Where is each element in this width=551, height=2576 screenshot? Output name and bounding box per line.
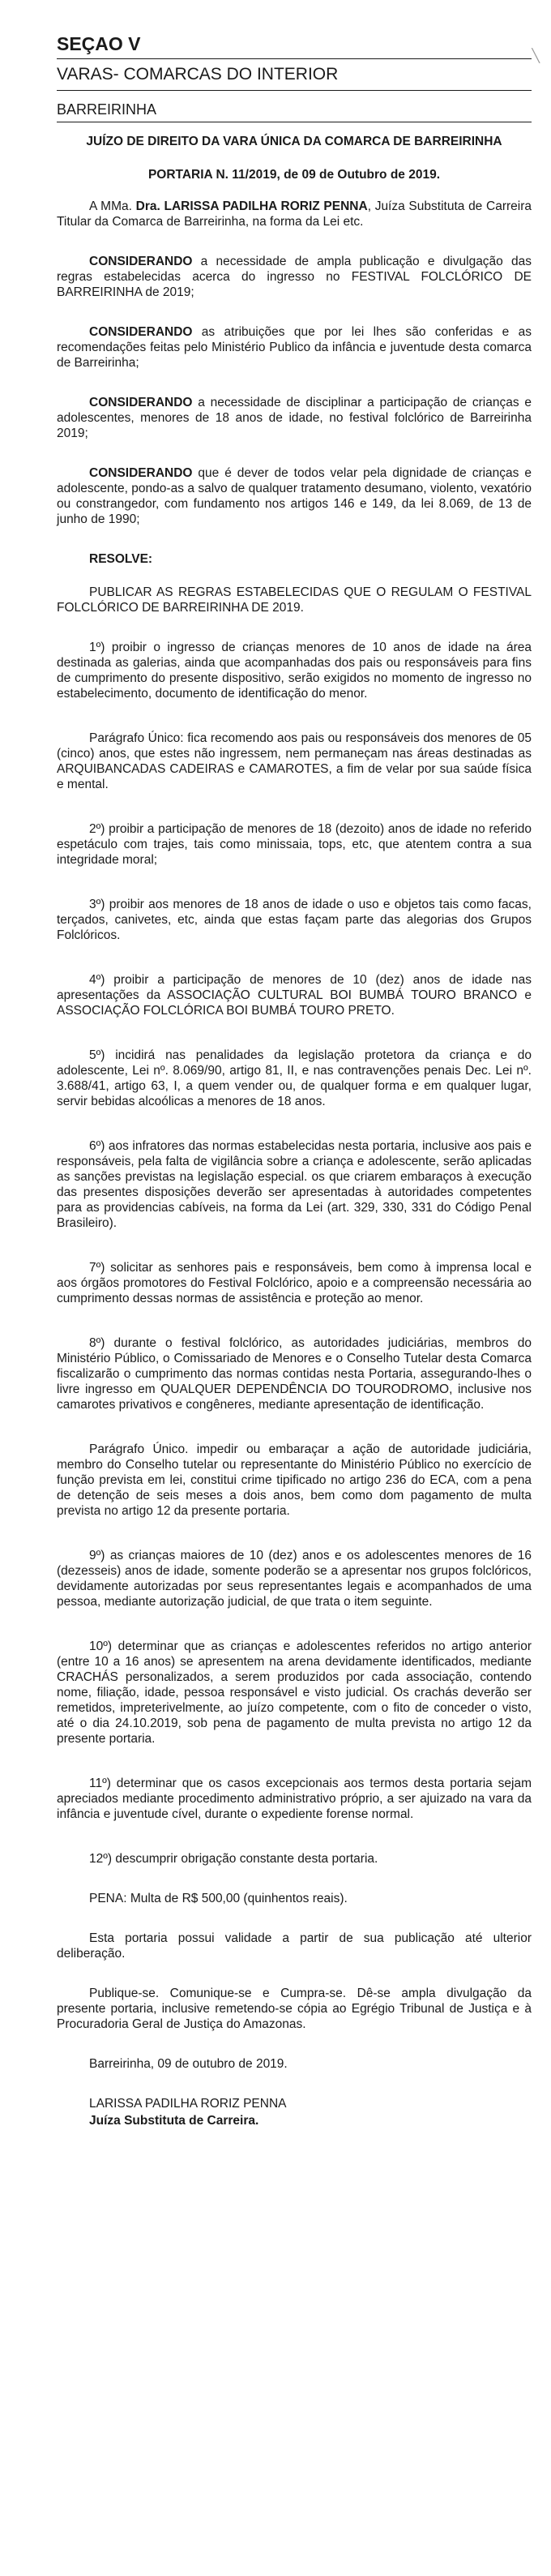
- subsection-title: VARAS- COMARCAS DO INTERIOR: [57, 64, 532, 91]
- intro-paragraph: [57, 199, 532, 229]
- city-heading: BARREIRINHA: [57, 101, 532, 122]
- penalty-paragraph: PENA: Multa de R$ 500,00 (quinhentos reais).: [89, 1892, 348, 1905]
- considerando-paragraph: [57, 324, 532, 371]
- considerando-lead: CONSIDERANDO: [89, 255, 193, 268]
- considerando-paragraph: [57, 254, 532, 300]
- place-date: Barreirinha, 09 de outubro de 2019.: [89, 2057, 288, 2071]
- considerando-lead: CONSIDERANDO: [89, 466, 193, 480]
- portaria-title: PORTARIA N. 11/2019, de 09 de Outubro de 2019.: [147, 168, 441, 182]
- section-title: SEÇAO V: [57, 32, 532, 59]
- article-paragraph: 2º) proibir a participação de menores de 18 (dezoito) anos de idade no referido espetáculo com trajes, tais como minissaia, tops, etc, que atentem contra a sua integridade moral;: [57, 822, 532, 867]
- article-paragraph: 12º) descumprir obrigação constante desta portaria.: [89, 1852, 378, 1866]
- article-paragraph: 9º) as crianças maiores de 10 (dez) anos e os adolescentes menores de 16 (dezesseis) anos de idade, somente poderão se a apresentar nos grupos folclóricos, devidamente autorizadas por seus representantes legais e acompanhados de uma pessoa, mediante autorização judicial, de que trata o item seguinte.: [57, 1549, 532, 1609]
- validity-paragraph: Esta portaria possui validade a partir de sua publicação até ulterior deliberação.: [57, 1931, 532, 1961]
- signature-block: [57, 2096, 532, 2128]
- considerando-paragraph: [57, 395, 532, 441]
- article-paragraph: Parágrafo Único. impedir ou embaraçar a ação de autoridade judiciária, membro do Conselho tutelar ou representante do Ministério Público no exercício de função prevista em lei, constitui crime tipificado no artigo 236 do ECA, com a pena de detenção de seis meses a dois anos, bem como dom pagamento de multa prevista no artigo 12 da presente portaria.: [57, 1442, 532, 1518]
- fold-mark-icon: ╲: [532, 49, 540, 63]
- judge-name: Dra. LARISSA PADILHA RORIZ PENNA: [135, 199, 368, 213]
- article-paragraph: 4º) proibir a participação de menores de 10 (dez) anos de idade nas apresentações da ASSOCIAÇÃO CULTURAL BOI BUMBÁ TOURO BRANCO e ASSOCIAÇÃO FOLCLÓRICA BOI BUMBÁ TOURO PRETO.: [57, 973, 532, 1018]
- article-paragraph: 5º) incidirá nas penalidades da legislação protetora da criança e do adolescente, Lei nº. 8.069/90, artigo 81, II, e nas contravenções penais Dec. Lei nº. 3.688/41, artigo 63, I, a quem vender ou, de qualquer forma e em qualquer lugar, servir bebidas alcoólicas a menores de 18 anos.: [57, 1048, 532, 1108]
- publish-paragraph: PUBLICAR AS REGRAS ESTABELECIDAS QUE O REGULAM O FESTIVAL FOLCLÓRICO DE BARREIRINHA DE 2019.: [57, 585, 532, 615]
- article-paragraph: 10º) determinar que as crianças e adolescentes referidos no artigo anterior (entre 10 a 16 anos) se apresentem na arena devidamente identificados, mediante CRACHÁS personalizados, a serem produzidos por cada associação, contendo nome, filiação, idade, pessoa responsável e visto judicial. Os crachás deverão ser remetidos, impreterivelmente, ao juízo competente, com o fito de conceder o visto, até o dia 24.10.2019, sob pena de pagamento de multa prevista no artigo 12 da presente portaria.: [57, 1639, 532, 1746]
- article-paragraph: 1º) proibir o ingresso de crianças menores de 10 anos de idade na área destinada as galerias, ainda que acompanhadas dos pais ou responsáveis para fins de cumprimento do presente dispositivo, serão exigidos no momento de ingresso no estabelecimento, documento de identificação do menor.: [57, 641, 532, 701]
- publication-paragraph: Publique-se. Comunique-se e Cumpra-se. Dê-se ampla divulgação da presente portaria, inclusive remetendo-se cópia ao Egrégio Tribunal de Justiça e à Procuradoria Geral de Justiça do Amazonas.: [57, 1987, 532, 2031]
- signatory-name: LARISSA PADILHA RORIZ PENNA: [89, 2097, 287, 2111]
- article-paragraph: 8º) durante o festival folclórico, as autoridades judiciárias, membros do Ministério Público, o Comissariado de Menores e o Conselho Tutelar desta Comarca fiscalizarão o cumprimento das normas contidas nesta Portaria, assegurando-lhes o livre ingresso em QUALQUER DEPENDÊNCIA DO TOURODROMO, inclusive nos camarotes privativos e congêneres, mediante apresentação de identificação.: [57, 1336, 532, 1412]
- considerando-lead: CONSIDERANDO: [89, 325, 193, 339]
- considerando-lead: CONSIDERANDO: [89, 396, 193, 409]
- signatory-role: Juíza Substituta de Carreira.: [89, 2114, 259, 2128]
- considerando-text: a necessidade de ampla publicação e divulgação das regras estabelecidas acerca do ingresso no FESTIVAL FOLCLÓRICO DE BARREIRINHA de 2019;: [57, 255, 532, 299]
- considerando-paragraph: [57, 465, 532, 527]
- resolve-heading: RESOLVE:: [89, 552, 153, 566]
- considerando-text: que é dever de todos velar pela dignidade de crianças e adolescente, pondo-as a salvo de qualquer tratamento desumano, violento, vexatório ou constrangedor, com fundamento nos artigos 146 e 149, da lei 8.069, de 13 de junho de 1990;: [57, 466, 532, 526]
- intro-before: A MMa.: [89, 199, 136, 213]
- article-paragraph: 11º) determinar que os casos excepcionais aos termos desta portaria sejam apreciados mediante procedimento administrativo próprio, a ser ajuizado na vara da infância e juventude cível, durante o expediente forense normal.: [57, 1777, 532, 1821]
- article-paragraph: 7º) solicitar as senhores pais e responsáveis, bem como à imprensa local e aos órgãos promotores do Festival Folclórico, apoio e a compreensão necessária ao cumprimento dessas normas de assistência e proteção ao menor.: [57, 1261, 532, 1305]
- article-paragraph: 6º) aos infratores das normas estabelecidas nesta portaria, inclusive aos pais e responsáveis, pela falta de vigilância sobre a criança e adolescente, serão aplicadas as sanções previstas na legislação especial. os que criarem embaraços à execução das presentes disposições deverão ser apresentadas à autoridades competentes para as providencias cabíveis, na forma da Lei (art. 329, 330, 331 do Código Penal Brasileiro).: [57, 1139, 532, 1230]
- article-paragraph: Parágrafo Único: fica recomendo aos pais ou responsáveis dos menores de 05 (cinco) anos, que estes não ingressem, nem permaneçam nas áreas destinadas as ARQUIBANCADAS CADEIRAS e CAMAROTES, a fim de velar por sua saúde física e mental.: [57, 731, 532, 791]
- article-paragraph: 3º) proibir aos menores de 18 anos de idade o uso e objetos tais como facas, terçados, canivetes, etc, ainda que estas façam parte das alegorias dos Grupos Folclóricos.: [57, 898, 532, 942]
- intro-after: , Juíza Substituta de Carreira Titular da Comarca de Barreirinha, na forma da Lei etc.: [57, 199, 532, 229]
- court-title: JUÍZO DE DIREITO DA VARA ÚNICA DA COMARCA DE BARREIRINHA: [86, 135, 502, 148]
- considerando-text: a necessidade de disciplinar a participação de crianças e adolescentes, menores de 18 anos de idade, no festival folclórico de Barreirinha 2019;: [57, 396, 532, 440]
- considerando-text: as atribuições que por lei lhes são conferidas e as recomendações feitas pelo Ministério Publico da infância e juventude desta comarca de Barreirinha;: [57, 325, 532, 370]
